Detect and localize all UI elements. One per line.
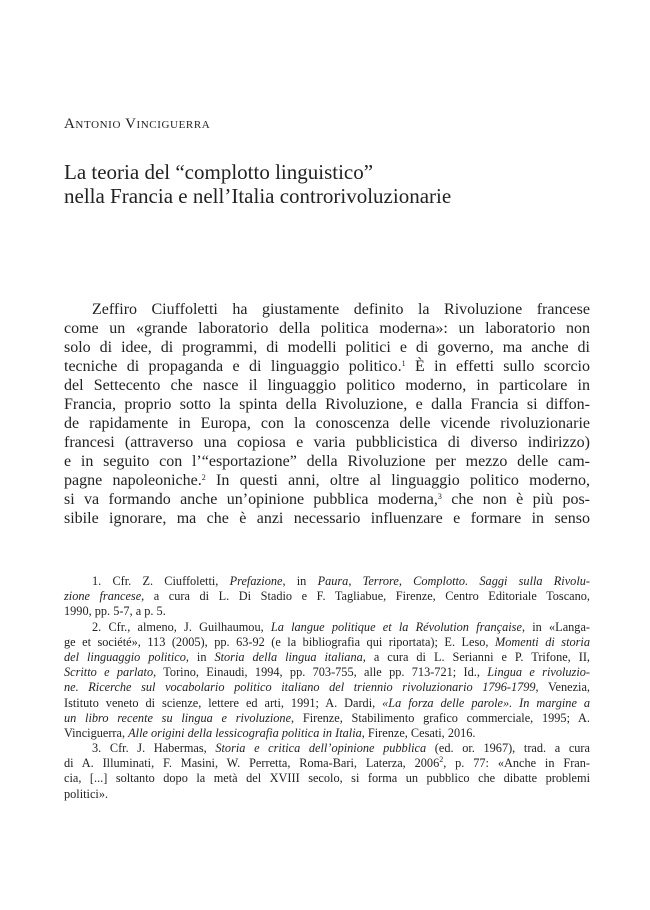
- body-line: de rapidamente in Europa, con la conoscenza delle vicende rivoluzionarie: [64, 415, 590, 432]
- body-line: francesi (attraverso una copiosa e varia pubblicistica di diverso indirizzo): [64, 434, 590, 451]
- footnote-line: politici».: [64, 786, 109, 801]
- title-line: nella Francia e nell’Italia controrivoluzionarie: [64, 184, 452, 208]
- footnote-line: Istituto veneto di scienze, lettere ed arti, 1991; A. Dardi, «La forza delle parole». In margine a: [64, 695, 591, 710]
- footnote-1: 1. Cfr. Z. Ciuffoletti, Prefazione, in Paura, Terrore, Complotto. Saggi sulla Rivolu-: [92, 574, 590, 588]
- body-line: Zeffiro Ciuffoletti ha giustamente definito la Rivoluzione francese: [92, 301, 590, 318]
- footnote-ref: 2: [201, 473, 206, 482]
- footnote-line: Vinciguerra, Alle origini della lessicografia politica in Italia, Firenze, Cesati, 2016.: [64, 725, 476, 740]
- body-line: pagne napoleoniche.$^2$ In questi anni, oltre al linguaggio politico moderno,: [64, 472, 591, 489]
- footnote-line: un libro recente su lingua e rivoluzione, Firenze, Stabilimento grafico commerciale, 1995; A.: [64, 710, 590, 725]
- body-line: sibile ignorare, ma che è anzi necessario influenzare e formare in senso: [64, 510, 590, 527]
- footnote-2: 2. Cfr., almeno, J. Guilhaumou, La langue politique et la Révolution française, in «Langa-: [92, 619, 591, 634]
- footnote-line: 1990, pp. 5-7, a p. 5.: [64, 604, 166, 619]
- title-line: La teoria del “complotto linguistico”: [64, 160, 374, 184]
- body-line: Francia, proprio sotto la spinta della Rivoluzione, e dalla Francia si diffon-: [64, 396, 590, 413]
- footnote-line: ge et société», 113 (2005), pp. 63-92 (e la bibliografia qui riportata); E. Leso, Momenti di storia: [64, 634, 590, 649]
- body-line: solo di idee, di programmi, di modelli politici e di governo, ma anche di: [64, 339, 590, 356]
- footnote-line: zione francese, a cura di L. Di Stadio e F. Tagliabue, Firenze, Centro Editoriale Toscano,: [64, 589, 590, 604]
- footnote-3: 3. Cfr. J. Habermas, Storia e critica dell’opinione pubblica (ed. or. 1967), trad. a cura: [92, 741, 590, 756]
- body-line: come un «grande laboratorio della politica moderna»: un laboratorio non: [64, 320, 590, 337]
- body-line: e in seguito con l’“esportazione” della Rivoluzione per mezzo delle cam-: [64, 453, 590, 470]
- footnote-line: di A. Illuminati, F. Masini, W. Perretta, Roma-Bari, Laterza, 2006$^2$, p. 77: «Anche in Fran-: [64, 755, 590, 771]
- footnote-line: ne. Ricerche sul vocabolario politico italiano del triennio rivoluzionario 1796-1799, Venezia,: [64, 680, 590, 695]
- body-line: del Settecento che nasce il linguaggio politico moderno, in particolare in: [64, 377, 590, 394]
- body-line: si va formando anche un’opinione pubblica moderna,$^3$ che non è più pos-: [64, 491, 591, 508]
- footnote-ref: 1: [401, 359, 406, 368]
- footnote-line: Scritto e parlato, Torino, Einaudi, 1994, pp. 703-755, alle pp. 713-721; Id., Lingua e rivoluzio-: [64, 665, 590, 680]
- footnotes: [64, 574, 590, 802]
- footnote-line: del linguaggio politico, in Storia della lingua italiana, a cura di L. Serianni e P. Trifone, II,: [64, 649, 591, 664]
- footnote-line: cia, [...] soltanto dopo la metà del XVIII secolo, si forma un pubblico che dibatte problemi: [64, 771, 590, 786]
- body-line: tecniche di propaganda e di linguaggio politico.$^1$ È in effetti sullo scorcio: [64, 358, 590, 375]
- article-title: [64, 160, 451, 208]
- author-name: Antonio Vinciguerra: [64, 116, 211, 132]
- footnote-ref: 3: [437, 492, 442, 501]
- body-paragraph: [64, 300, 590, 528]
